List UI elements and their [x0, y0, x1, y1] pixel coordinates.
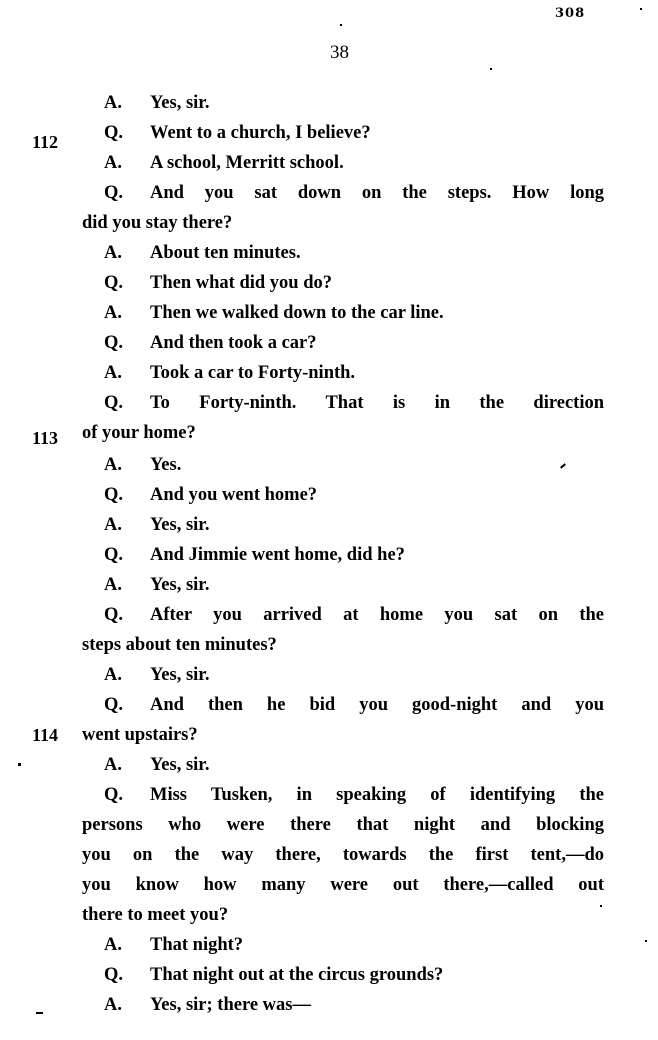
- question-line: [104, 480, 604, 510]
- margin-line-number: 114: [32, 725, 59, 745]
- continuation-line: you on the way there, towards the first tent,—do: [82, 845, 604, 865]
- speaker-label: A.: [104, 575, 122, 595]
- speaker-label: A.: [104, 515, 122, 535]
- answer-line: [104, 88, 604, 118]
- answer-line: [104, 660, 604, 690]
- speaker-label: Q.: [104, 333, 124, 353]
- answer-line: [104, 510, 604, 540]
- question-line: [104, 690, 604, 720]
- scan-speck: [600, 905, 602, 907]
- question-line: [104, 328, 604, 358]
- answer-line: [104, 298, 604, 328]
- answer-line: [104, 238, 604, 268]
- speaker-label: Q.: [104, 123, 124, 143]
- continuation-line: there to meet you?: [82, 905, 229, 925]
- scan-speck: [36, 1012, 43, 1014]
- scan-speck: [18, 763, 21, 766]
- line-text: Took a car to Forty-ninth.: [150, 363, 356, 383]
- scan-speck: [490, 68, 492, 70]
- line-text: Went to a church, I believe?: [150, 123, 371, 143]
- line-text: Yes, sir.: [150, 93, 210, 113]
- speaker-label: Q.: [104, 545, 124, 565]
- line-text: And Jimmie went home, did he?: [150, 545, 405, 565]
- line-text: Then what did you do?: [150, 273, 332, 293]
- continuation-line: steps about ten minutes?: [82, 635, 277, 655]
- question-line: [104, 960, 604, 990]
- line-text: And then took a car?: [150, 333, 317, 353]
- speaker-label: Q.: [104, 695, 124, 715]
- question-line: [104, 780, 604, 810]
- answer-line: [104, 148, 604, 178]
- answer-line: [104, 750, 604, 780]
- question-line: [104, 178, 604, 208]
- speaker-label: A.: [104, 153, 122, 173]
- speaker-label: A.: [104, 995, 122, 1015]
- line-text: That night?: [150, 935, 244, 955]
- continuation-line: went upstairs?: [82, 725, 198, 745]
- speaker-label: A.: [104, 93, 122, 113]
- answer-line: [104, 358, 604, 388]
- speaker-label: Q.: [104, 485, 124, 505]
- line-text: That night out at the circus grounds?: [150, 965, 444, 985]
- speaker-label: A.: [104, 935, 122, 955]
- speaker-label: A.: [104, 665, 122, 685]
- line-text: And you sat down on the steps. How long: [150, 183, 604, 203]
- speaker-label: A.: [104, 363, 122, 383]
- question-line: [104, 540, 604, 570]
- line-text: Miss Tusken, in speaking of identifying the: [150, 785, 604, 805]
- speaker-label: A.: [104, 755, 122, 775]
- speaker-label: A.: [104, 303, 122, 323]
- speaker-label: Q.: [104, 965, 124, 985]
- margin-line-number: 112: [32, 132, 59, 152]
- speaker-label: Q.: [104, 785, 124, 805]
- line-text: And you went home?: [150, 485, 318, 505]
- line-text: And then he bid you good-night and you: [150, 695, 604, 715]
- speaker-label: A.: [104, 455, 122, 475]
- margin-line-number: 113: [32, 428, 59, 448]
- line-text: Yes.: [150, 455, 182, 475]
- page-number: 38: [330, 42, 349, 63]
- line-text: About ten minutes.: [150, 243, 301, 263]
- speaker-label: Q.: [104, 605, 124, 625]
- answer-line: [104, 570, 604, 600]
- question-line: [104, 388, 604, 418]
- speaker-label: Q.: [104, 183, 124, 203]
- line-text: Yes, sir.: [150, 755, 210, 775]
- line-text: Yes, sir.: [150, 575, 210, 595]
- continuation-line: you know how many were out there,—called out: [82, 875, 604, 895]
- continuation-line: persons who were there that night and blocking: [82, 815, 604, 835]
- answer-line: [104, 930, 604, 960]
- line-text: A school, Merritt school.: [150, 153, 344, 173]
- scan-speck: [340, 24, 342, 26]
- question-line: [104, 600, 604, 630]
- speaker-label: Q.: [104, 393, 124, 413]
- scan-speck: [640, 8, 642, 10]
- answer-line: [104, 450, 604, 480]
- question-line: [104, 118, 604, 148]
- scan-speck: [645, 940, 647, 942]
- line-text: Then we walked down to the car line.: [150, 303, 444, 323]
- line-text: Yes, sir; there was—: [150, 995, 311, 1015]
- line-text: To Forty-ninth. That is in the direction: [150, 393, 604, 413]
- continuation-line: did you stay there?: [82, 213, 233, 233]
- continuation-line: of your home?: [82, 423, 196, 443]
- line-text: Yes, sir.: [150, 665, 210, 685]
- line-text: Yes, sir.: [150, 515, 210, 535]
- answer-line: [104, 990, 604, 1020]
- line-text: After you arrived at home you sat on the: [150, 605, 604, 625]
- speaker-label: A.: [104, 243, 122, 263]
- corner-page-number: 308: [555, 6, 586, 21]
- question-line: [104, 268, 604, 298]
- speaker-label: Q.: [104, 273, 124, 293]
